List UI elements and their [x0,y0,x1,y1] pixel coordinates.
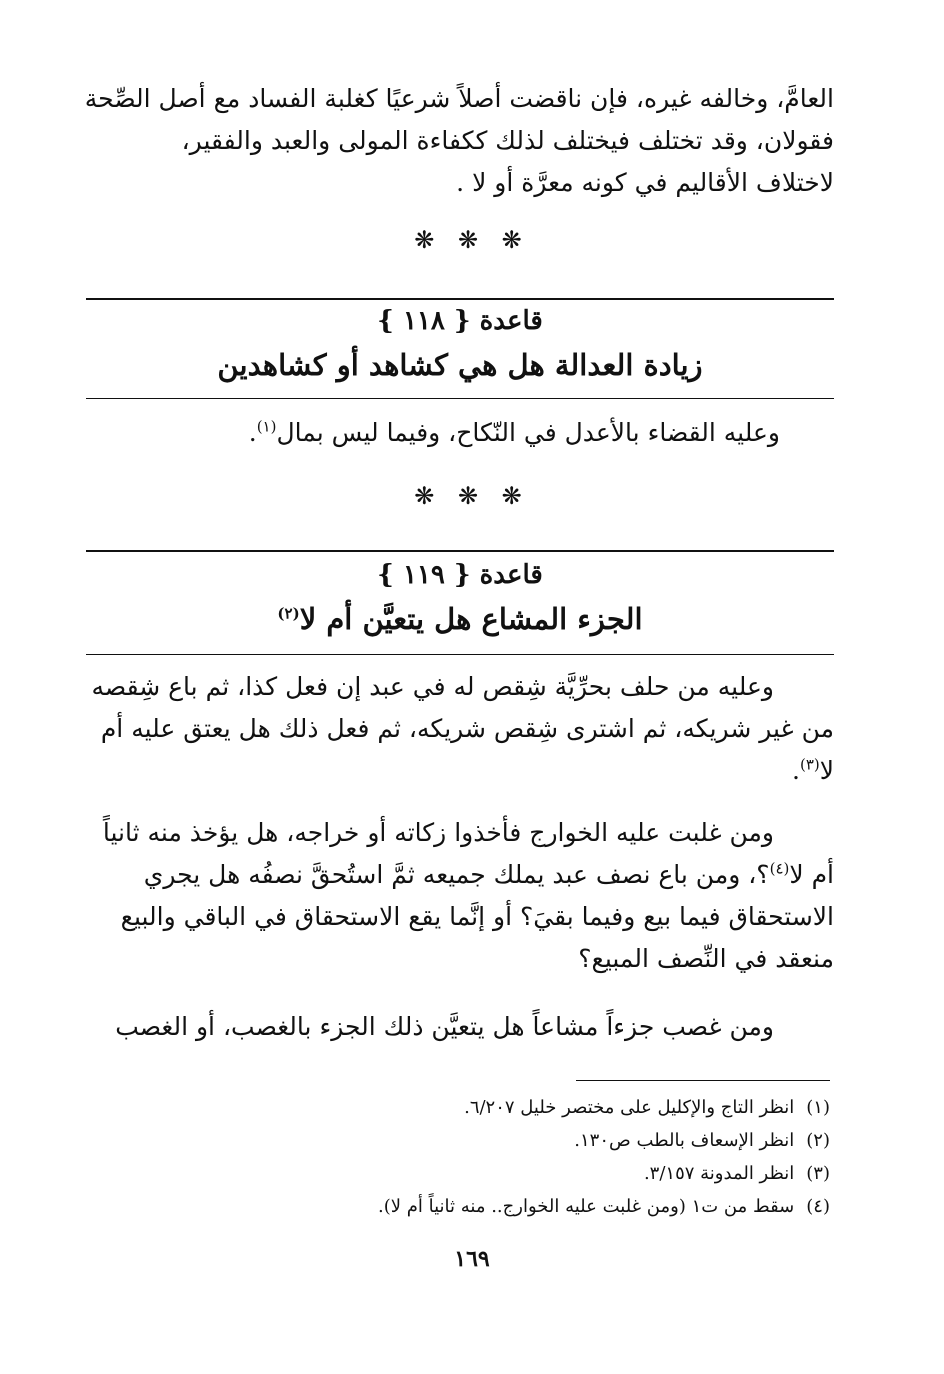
footnote-text: انظر التاج والإكليل على مختصر خليل ٦/٢٠٧. [464,1097,795,1118]
footnote-ref[interactable]: (١) [256,417,277,436]
heading-bottom-rule [86,398,834,399]
text-line: من غير شريكه، ثم اشترى شِقص شريكه، ثم فعل ذلك هل يعتق عليه أم [100,714,834,743]
footnote-ref[interactable]: (٤) [769,859,790,878]
rule-118-title: قاعدة { ١١٨ } [377,306,543,336]
section-separator-stars: ❋ ❋ ❋ [414,226,530,254]
rule-118-body [90,412,780,454]
rule-119-subtitle-wrap [86,602,834,636]
rule-119-paragraph-1 [82,666,834,792]
heading-top-rule [86,298,834,300]
body-text-end: . [248,418,257,447]
footnote-1 [464,1092,830,1124]
text-line: ومن غلبت عليه الخوارج فأخذوا زكاته أو خراجه، هل يؤخذ منه ثانياً [102,818,774,847]
footnote-text: انظر الإسعاف بالطب ص١٣٠. [574,1130,795,1151]
rule-119-subtitle: الجزء المشاع هل يتعيَّن أم لا [299,602,643,636]
footnote-text: سقط من ت١ (ومن غلبت عليه الخوارج.. منه ثانياً أم لا). [378,1196,795,1217]
text-line: منعقد في النِّصف المبيع؟ [578,944,834,973]
text-line: وعليه من حلف بحرِّيَّة شِقص له في عبد إن فعل كذا، ثم باع شِقصه [91,672,774,701]
text-line: ومن غصب جزءاً مشاعاً هل يتعيَّن ذلك الجزء بالغصب، أو الغصب [115,1012,774,1041]
text-line: العامَّ، وخالفه غيره، فإن ناقضت أصلاً شرعيًا كغلبة الفساد مع أصل الصِّحة [84,84,834,113]
top-paragraph [82,78,834,204]
footnote-number: (٢) [806,1130,830,1151]
footnote-text: انظر المدونة ٣/١٥٧. [643,1163,795,1184]
rule-119-paragraph-3 [82,1006,834,1048]
footnote-ref[interactable]: (٣) [799,755,820,774]
footnote-separator [576,1080,830,1081]
footnote-number: (٤) [806,1196,830,1217]
rule-118-subtitle: زيادة العدالة هل هي كشاهد أو كشاهدين [217,348,703,382]
footnote-number: (١) [806,1097,830,1118]
footnote-ref[interactable]: (٢) [277,604,300,623]
heading-top-rule [86,550,834,552]
text-line-wrap [82,750,834,792]
body-text: وعليه القضاء بالأعدل في النّكاح، وفيما ليس بمال [276,418,780,447]
text-line: لاختلاف الأقاليم في كونه معرَّة أو لا . [456,168,834,197]
rule-119-title: قاعدة { ١١٩ } [377,560,543,590]
section-separator-stars: ❋ ❋ ❋ [414,482,530,510]
footnote-3 [644,1158,830,1190]
text-line: ؟، ومن باع نصف عبد يملك جميعه ثمَّ استُحقَّ نصفُه هل يجري [143,860,770,889]
footnote-2 [574,1125,830,1157]
footnote-number: (٣) [806,1163,830,1184]
page-number: ١٦٩ [454,1246,490,1272]
text-line: فقولان، وقد تختلف فيختلف لذلك ككفاءة المولى والعبد والفقير، [181,126,834,155]
heading-bottom-rule [86,654,834,655]
text-line: الاستحقاق فيما بيع وفيما بقيَ؟ أو إنَّما يقع الاستحقاق في الباقي والبيع [120,902,834,931]
text-line: أم لا [789,860,834,889]
text-line: لا [819,756,834,785]
text-line-end: . [792,756,800,785]
text-line-wrap [82,854,834,896]
footnote-4 [378,1191,830,1223]
rule-119-paragraph-2 [82,812,834,980]
